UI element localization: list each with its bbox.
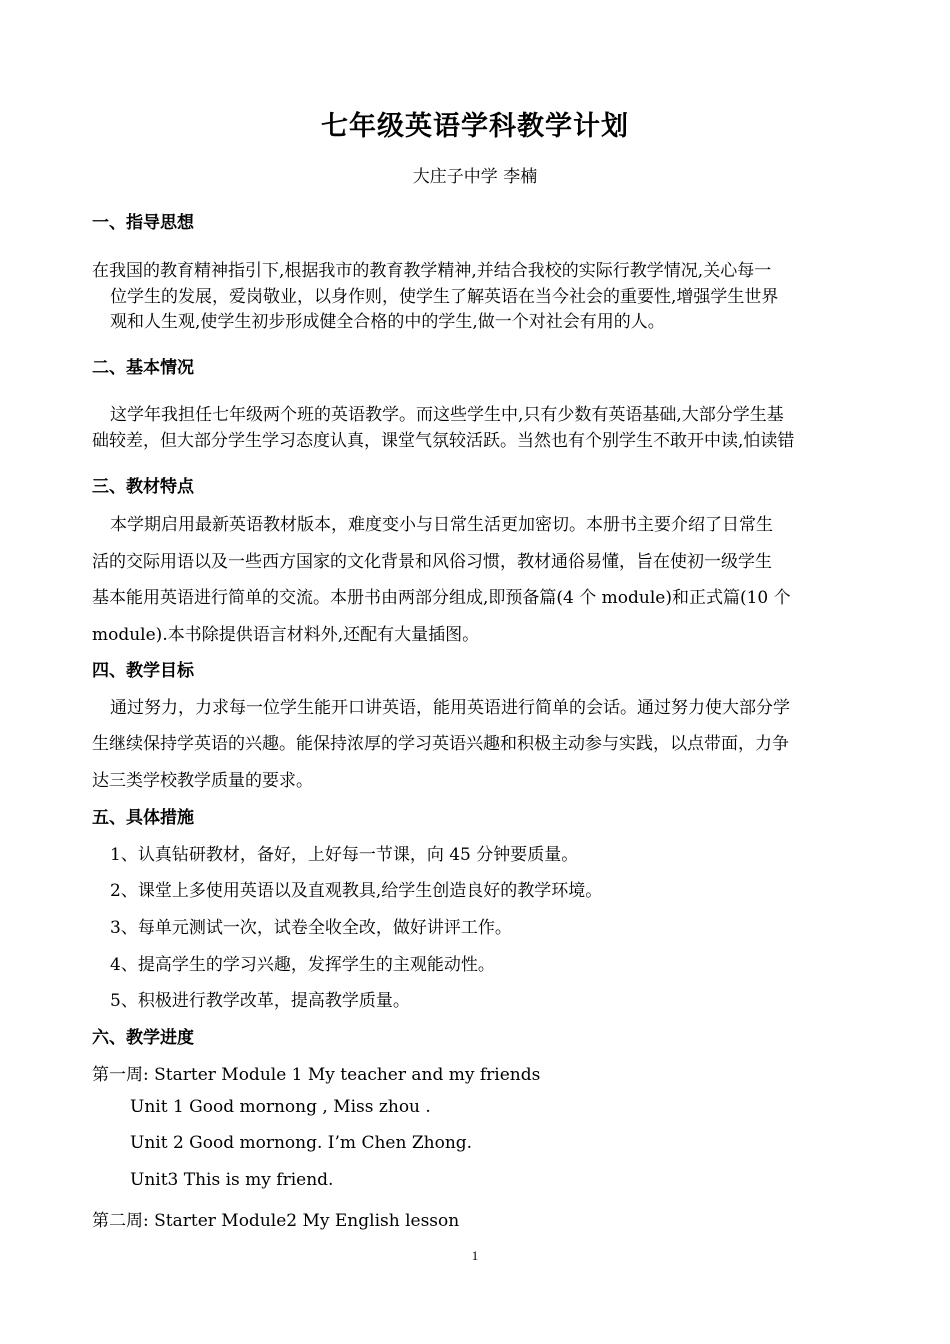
section-heading-teaching-goals: 四、教学目标 <box>92 661 194 681</box>
schedule-unit: Unit3 This is my friend. <box>130 1170 334 1190</box>
page-number: 1 <box>471 1248 479 1263</box>
section-heading-guiding-ideology: 一、指导思想 <box>92 213 194 233</box>
section-heading-basic-situation: 二、基本情况 <box>92 358 194 378</box>
list-item: 2、课堂上多使用英语以及直观教具,给学生创造良好的教学环境。 <box>110 881 603 901</box>
document-title: 七年级英语学科教学计划 <box>321 111 629 142</box>
paragraph-line: 活的交际用语以及一些西方国家的文化背景和风俗习惯，教材通俗易懂，旨在使初一级学生 <box>92 552 772 572</box>
schedule-week-2: 第二周: Starter Module2 My English lesson <box>92 1211 460 1231</box>
paragraph-line: 通过努力，力求每一位学生能开口讲英语，能用英语进行简单的会话。通过努力使大部分学 <box>110 698 790 718</box>
document-author: 大庄子中学 李楠 <box>412 167 538 187</box>
paragraph-line: 这学年我担任七年级两个班的英语教学。而这些学生中,只有少数有英语基础,大部分学生基 <box>110 405 784 425</box>
paragraph-line: 位学生的发展，爱岗敬业，以身作则，使学生了解英语在当今社会的重要性,增强学生世界 <box>110 287 779 307</box>
paragraph-line: 生继续保持学英语的兴趣。能保持浓厚的学习英语兴趣和积极主动参与实践，以点带面，力争 <box>92 734 789 754</box>
list-item: 1、认真钻研教材，备好，上好每一节课，向 45 分钟要质量。 <box>110 845 579 865</box>
schedule-unit: Unit 2 Good mornong. I’m Chen Zhong. <box>130 1133 473 1153</box>
paragraph-line: 本学期启用最新英语教材版本，难度变小与日常生活更加密切。本册书主要介绍了日常生 <box>110 515 773 535</box>
schedule-unit: Unit 1 Good mornong , Miss zhou . <box>130 1097 431 1117</box>
paragraph-line: 观和人生观,使学生初步形成健全合格的中的学生,做一个对社会有用的人。 <box>110 312 665 332</box>
list-item: 4、提高学生的学习兴趣，发挥学生的主观能动性。 <box>110 955 495 975</box>
paragraph-line: module).本书除提供语言材料外,还配有大量插图。 <box>92 625 480 645</box>
paragraph-line: 达三类学校教学质量的要求。 <box>92 771 313 791</box>
paragraph-line: 基本能用英语进行简单的交流。本册书由两部分组成,即预备篇(4 个 module)和正式篇(10 个 <box>92 588 791 608</box>
list-item: 5、积极进行教学改革，提高教学质量。 <box>110 991 410 1011</box>
paragraph-line: 础较差，但大部分学生学习态度认真，课堂气氛较活跃。当然也有个别学生不敢开中读,怕读错 <box>92 431 795 451</box>
section-heading-textbook-features: 三、教材特点 <box>92 477 194 497</box>
section-heading-measures: 五、具体措施 <box>92 808 194 828</box>
schedule-week-1: 第一周: Starter Module 1 My teacher and my friends <box>92 1065 541 1085</box>
list-item: 3、每单元测试一次，试卷全收全改，做好讲评工作。 <box>110 918 512 938</box>
paragraph-line: 在我国的教育精神指引下,根据我市的教育教学精神,并结合我校的实际行教学情况,关心每一 <box>92 261 772 281</box>
section-heading-schedule: 六、教学进度 <box>92 1028 194 1048</box>
